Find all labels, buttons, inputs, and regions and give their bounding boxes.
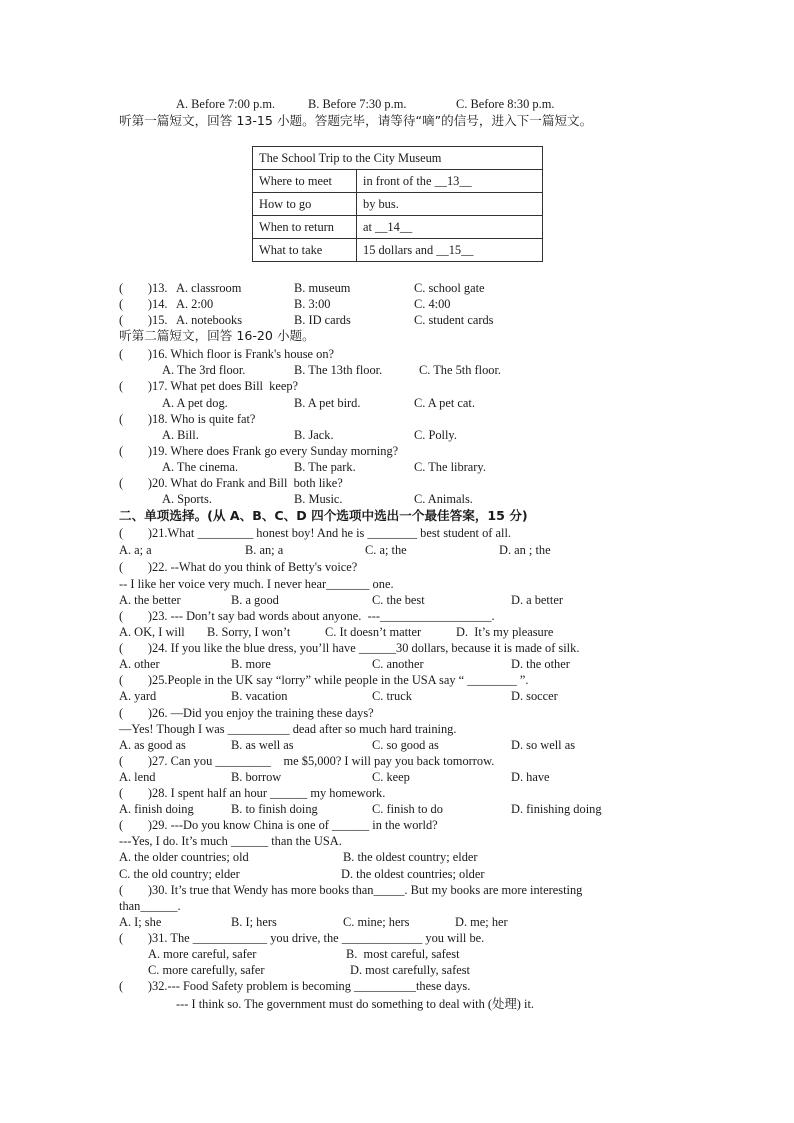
option-b: B. to finish doing [231,802,318,816]
question-stem: ( )16. Which floor is Frank's house on? [119,347,335,361]
section2-intro: 听第二篇短文，回答 16-20 小题。 [119,328,315,343]
option-b: B. vacation [231,689,288,703]
option-a: A. I; she [119,915,162,929]
option-c: C. student cards [414,313,494,327]
table-label: When to return [253,216,357,239]
option-a: A. the better [119,593,181,607]
option-c: C. another [372,657,424,671]
option-b: B. most careful, safest [346,947,460,961]
option-b: B. museum [294,281,351,295]
option-c: C. mine; hers [343,915,410,929]
option-c: C. A pet cat. [414,396,475,410]
option-a: A. The cinema. [162,460,239,474]
question-number: ( )14. [119,297,168,311]
option-b: B. Before 7:30 p.m. [308,97,407,111]
option-b: B. Music. [294,492,343,506]
option-b: B. more [231,657,271,671]
option-a: A. classroom [176,281,242,295]
option-a: A. Sports. [162,492,212,506]
option-a: A. Bill. [162,428,199,442]
option-a: A. notebooks [176,313,243,327]
table-title-row [253,147,543,170]
option-d: D. It’s my pleasure [456,625,554,639]
option-b: B. 3:00 [294,297,331,311]
question-line: than______. [119,899,181,913]
question-stem: ( )24. If you like the blue dress, you’ll have ______30 dollars, because it is made of silk. [119,641,580,655]
question-stem: ( )23. --- Don’t say bad words about anyone. ---__________________. [119,609,495,623]
section1-intro: 听第一篇短文，回答 13-15 小题。答题完毕，请等待“嘀”的信号，进入下一篇短文。 [119,113,593,128]
question-stem: ( )25.People in the UK say “lorry” while people in the USA say “ ________ ”. [119,673,529,687]
option-c: C. the best [372,593,425,607]
option-a: A. OK, I will [119,625,185,639]
question-line: -- I like her voice very much. I never hear_______ one. [119,577,394,591]
option-d: D. the other [511,657,570,671]
option-c: C. The 5th floor. [419,363,502,377]
option-c: C. keep [372,770,410,784]
option-d: D. most carefully, safest [350,963,470,977]
trip-table [252,146,543,262]
option-a: A. other [119,657,160,671]
question-stem: ( )18. Who is quite fat? [119,412,256,426]
table-row [253,170,543,193]
option-a: A. Before 7:00 p.m. [176,97,276,111]
question-stem: ( )20. What do Frank and Bill both like? [119,476,343,490]
question-stem: ( )30. It’s true that Wendy has more books than_____. But my books are more interesting [119,883,583,897]
table-row [253,193,543,216]
option-a: A. a; a [119,543,152,557]
question-stem: ( )27. Can you _________ me $5,000? I will pay you back tomorrow. [119,754,495,768]
question-stem: ( )26. —Did you enjoy the training these days? [119,706,374,720]
option-c: C. school gate [414,281,485,295]
option-c: C. so good as [372,738,439,752]
option-d: D. a better [511,593,563,607]
question-stem: ( )28. I spent half an hour ______ my homework. [119,786,386,800]
question-stem: ( )22. --What do you think of Betty's voice? [119,560,358,574]
option-c: C. truck [372,689,412,703]
table-row [253,216,543,239]
option-b: B. I; hers [231,915,277,929]
option-c: C. finish to do [372,802,443,816]
option-c: C. It doesn’t matter [325,625,422,639]
option-b: B. Sorry, I won’t [207,625,291,639]
question-stem: ( )19. Where does Frank go every Sunday morning? [119,444,399,458]
option-a: A. more careful, safer [148,947,257,961]
question-stem: ( )21.What _________ honest boy! And he is ________ best student of all. [119,526,511,540]
option-d: D. an ; the [499,543,551,557]
table-value: 15 dollars and __15__ [357,239,543,262]
table-title: The School Trip to the City Museum [253,147,543,170]
option-d: D. so well as [511,738,576,752]
option-b: B. as well as [231,738,294,752]
question-stem: ( )31. The ____________ you drive, the _____________ you will be. [119,931,485,945]
option-c: C. The library. [414,460,486,474]
table-row [253,239,543,262]
option-b: B. The 13th floor. [294,363,383,377]
option-d: D. finishing doing [511,802,602,816]
table-label: What to take [253,239,357,262]
option-b: B. A pet bird. [294,396,361,410]
option-c: C. Animals. [414,492,473,506]
option-b: B. The park. [294,460,356,474]
option-b: B. an; a [245,543,284,557]
option-c: C. more carefully, safer [148,963,265,977]
table-value: by bus. [357,193,543,216]
option-a: A. finish doing [119,802,194,816]
option-a: A. the older countries; old [119,850,249,864]
option-b: B. Jack. [294,428,334,442]
option-c: C. the old country; elder [119,867,240,881]
question-number: ( )13. [119,281,168,295]
option-c: C. Before 8:30 p.m. [456,97,555,111]
option-d: D. have [511,770,550,784]
option-a: A. as good as [119,738,186,752]
option-b: B. ID cards [294,313,351,327]
table-label: Where to meet [253,170,357,193]
table-value: in front of the __13__ [357,170,543,193]
table-value: at __14__ [357,216,543,239]
option-c: C. 4:00 [414,297,451,311]
question-line: --- I think so. The government must do something to deal with (处理) it. [176,997,535,1011]
option-a: A. lend [119,770,156,784]
option-b: B. a good [231,593,279,607]
option-b: B. the oldest country; elder [343,850,478,864]
question-stem: ( )32.--- Food Safety problem is becoming __________these days. [119,979,471,993]
question-stem: ( )17. What pet does Bill keep? [119,379,299,393]
option-c: C. Polly. [414,428,457,442]
table-label: How to go [253,193,357,216]
question-line: —Yes! Though I was __________ dead after so much hard training. [119,722,457,736]
option-a: A. The 3rd floor. [162,363,246,377]
option-a: A. yard [119,689,157,703]
option-d: D. soccer [511,689,558,703]
option-a: A. 2:00 [176,297,214,311]
question-stem: ( )29. ---Do you know China is one of ______ in the world? [119,818,438,832]
option-a: A. A pet dog. [162,396,228,410]
question-number: ( )15. [119,313,168,327]
option-d: D. the oldest countries; older [341,867,485,881]
option-d: D. me; her [455,915,508,929]
part2-heading: 二、单项选择。(从 A、B、C、D 四个选项中选出一个最佳答案，15 分) [119,508,528,523]
option-b: B. borrow [231,770,282,784]
option-c: C. a; the [365,543,407,557]
question-line: ---Yes, I do. It’s much ______ than the USA. [119,834,342,848]
